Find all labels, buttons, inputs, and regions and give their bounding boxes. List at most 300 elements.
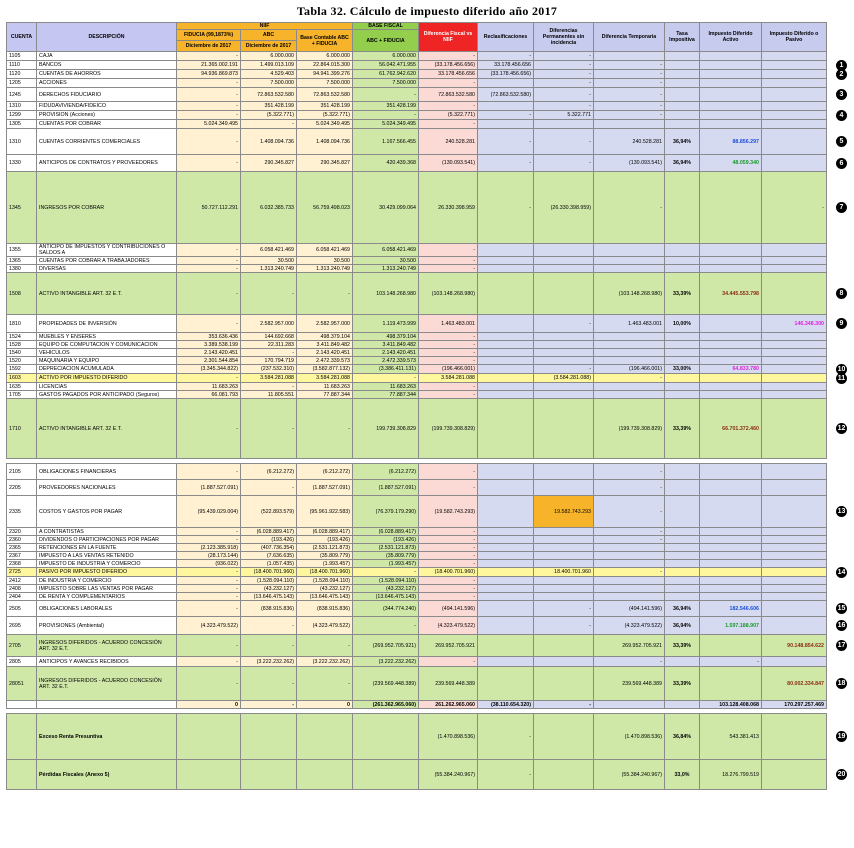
cell-base-fiscal <box>353 760 419 790</box>
cell-tasa <box>665 577 700 585</box>
cell-fiducia: - <box>177 593 241 601</box>
cell-diferencias-permanentes: - <box>534 52 594 61</box>
cell-descripcion: ACCIONES <box>37 79 177 88</box>
cell-diferencias-permanentes: (3.584.281.088) <box>534 374 594 383</box>
cell-diferencia-temporaria: 239.569.448.389 <box>594 667 665 701</box>
cell-diferencia-temporaria <box>594 357 665 365</box>
header-niif: NIIF <box>177 23 353 30</box>
cell-reclasificaciones <box>478 349 534 357</box>
cell-base-fiscal: 11.683.263 <box>353 383 419 391</box>
cell-descripcion: ACTIVO INTANGIBLE ART. 32 E.T. <box>37 399 177 459</box>
cell-fiducia: (95.439.029.004) <box>177 496 241 528</box>
cell-reclasificaciones <box>478 585 534 593</box>
cell-fiducia: - <box>177 273 241 315</box>
cell-diferencias-permanentes <box>534 257 594 265</box>
cell-abc: (7.636.635) <box>241 552 297 560</box>
cell-impuesto-activo <box>700 528 762 536</box>
cell-impuesto-pasivo <box>762 760 827 790</box>
table-row <box>7 70 827 79</box>
header-tasa: Tasa Impositiva <box>665 23 700 52</box>
cell-reclasificaciones <box>478 480 534 496</box>
cell-reclasificaciones <box>478 374 534 383</box>
row-marker-1: 1 <box>836 60 847 71</box>
cell-base-contable: 351.428.199 <box>297 102 353 111</box>
cell-tasa <box>665 593 700 601</box>
cell-tasa <box>665 120 700 129</box>
cell-cuenta: 1635 <box>7 383 37 391</box>
cell-descripcion: DE INDUSTRIA Y COMERCIO <box>37 577 177 585</box>
cell-tasa <box>665 536 700 544</box>
cell-reclasificaciones <box>478 577 534 585</box>
cell-base-fiscal: (13.646.475.143) <box>353 593 419 601</box>
cell-base-contable: (1.887.527.091) <box>297 480 353 496</box>
cell-reclasificaciones <box>478 568 534 577</box>
table-row <box>7 102 827 111</box>
cell-base-contable: (1.993.457) <box>297 560 353 568</box>
cell-base-contable: (13.646.475.143) <box>297 593 353 601</box>
cell-tasa <box>665 88 700 102</box>
cell-impuesto-pasivo <box>762 601 827 617</box>
cell-descripcion: CUENTAS DE AHORROS <box>37 70 177 79</box>
cell-diferencias-permanentes <box>534 464 594 480</box>
cell-cuenta: 2367 <box>7 552 37 560</box>
cell-reclasificaciones <box>478 79 534 88</box>
cell-diferencias-permanentes <box>534 120 594 129</box>
cell-impuesto-pasivo: 170.297.257.469 <box>762 701 827 709</box>
cell-tasa: 36,94% <box>665 601 700 617</box>
cell-diferencia-fiscal: (130.093.541) <box>419 155 478 172</box>
cell-reclasificaciones <box>478 244 534 257</box>
cell-base-fiscal: 498.379.104 <box>353 333 419 341</box>
cell-fiducia: - <box>177 464 241 480</box>
cell-impuesto-activo: 88.856.297 <box>700 129 762 155</box>
cell-abc: - <box>241 701 297 709</box>
cell-diferencia-fiscal: (4.323.479.522) <box>419 617 478 635</box>
cell-diferencias-permanentes <box>534 593 594 601</box>
cell-tasa <box>665 585 700 593</box>
cell-descripcion: EQUIPO DE COMPUTACION Y COMUNICACION <box>37 341 177 349</box>
cell-cuenta: 1345 <box>7 172 37 244</box>
cell-tasa <box>665 383 700 391</box>
cell-reclasificaciones <box>478 635 534 657</box>
cell-impuesto-activo <box>700 244 762 257</box>
cell-impuesto-activo: 48.059.340 <box>700 155 762 172</box>
cell-diferencias-permanentes: 19.582.743.293 <box>534 496 594 528</box>
table-row <box>7 657 827 667</box>
header-fiducia: FIDUCIA (99,1873%) <box>177 30 241 41</box>
cell-cuenta: 2404 <box>7 593 37 601</box>
table-row <box>7 265 827 273</box>
cell-diferencia-fiscal: - <box>419 480 478 496</box>
cell-descripcion: GASTOS PAGADOS POR ANTICIPADO (Seguros) <box>37 391 177 399</box>
cell-cuenta: 1310 <box>7 102 37 111</box>
cell-base-fiscal <box>353 714 419 760</box>
cell-base-contable: 56.759.498.023 <box>297 172 353 244</box>
cell-base-contable: (3.222.232.262) <box>297 657 353 667</box>
cell-tasa: 33,00% <box>665 365 700 374</box>
cell-base-contable: 2.143.420.451 <box>297 349 353 357</box>
table-row <box>7 61 827 70</box>
cell-diferencias-permanentes: - <box>534 70 594 79</box>
cell-impuesto-pasivo <box>762 52 827 61</box>
cell-base-fiscal: 5.024.349.495 <box>353 120 419 129</box>
cell-diferencias-permanentes: 18.400.701.960 <box>534 568 594 577</box>
cell-impuesto-activo <box>700 667 762 701</box>
cell-impuesto-activo <box>700 333 762 341</box>
cell-fiducia: 0 <box>177 701 241 709</box>
cell-base-fiscal: (1.887.527.091) <box>353 480 419 496</box>
cell-diferencia-fiscal: - <box>419 560 478 568</box>
cell-tasa: 36,84% <box>665 714 700 760</box>
cell-impuesto-activo <box>700 536 762 544</box>
cell-impuesto-activo <box>700 544 762 552</box>
cell-diferencia-temporaria <box>594 244 665 257</box>
cell-diferencia-temporaria <box>594 552 665 560</box>
cell-abc: (18.400.701.960) <box>241 568 297 577</box>
cell-reclasificaciones <box>478 496 534 528</box>
cell-impuesto-pasivo <box>762 333 827 341</box>
cell-impuesto-pasivo: - <box>762 172 827 244</box>
cell-fiducia: - <box>177 536 241 544</box>
cell-fiducia: 66.081.793 <box>177 391 241 399</box>
cell-diferencia-fiscal: (19.582.743.293) <box>419 496 478 528</box>
cell-descripcion: INGRESOS DIFERIDOS - ACUERDO CONCESIÓN ART. 32 E.T. <box>37 635 177 657</box>
cell-diferencia-fiscal: 269.952.705.921 <box>419 635 478 657</box>
cell-abc: (1.057.435) <box>241 560 297 568</box>
cell-impuesto-activo: 103.128.408.068 <box>700 701 762 709</box>
cell-reclasificaciones <box>478 399 534 459</box>
cell-diferencia-fiscal: - <box>419 79 478 88</box>
table-row <box>7 111 827 120</box>
cell-tasa <box>665 172 700 244</box>
cell-cuenta: 1299 <box>7 111 37 120</box>
row-marker-10: 10 <box>837 365 846 373</box>
cell-abc: (13.646.475.143) <box>241 593 297 601</box>
cell-diferencia-fiscal: (55.384.240.967) <box>419 760 478 790</box>
table-row <box>7 635 827 657</box>
cell-base-fiscal: 30.429.099.064 <box>353 172 419 244</box>
cell-tasa <box>665 391 700 399</box>
cell-diferencia-fiscal: (103.148.268.980) <box>419 273 478 315</box>
cell-abc: (6.028.889.417) <box>241 528 297 536</box>
cell-cuenta <box>7 714 37 760</box>
cell-abc: 72.863.532.580 <box>241 88 297 102</box>
cell-diferencia-fiscal: - <box>419 657 478 667</box>
cell-diferencia-fiscal: (199.739.308.829) <box>419 399 478 459</box>
cell-reclasificaciones: - <box>478 760 534 790</box>
cell-reclasificaciones: (72.863.532.580) <box>478 88 534 102</box>
cell-descripcion: ACTIVO POR IMPUESTO DIFERIDO <box>37 374 177 383</box>
cell-base-fiscal: 199.739.308.829 <box>353 399 419 459</box>
cell-tasa <box>665 265 700 273</box>
cell-fiducia: - <box>177 528 241 536</box>
cell-impuesto-activo <box>700 374 762 383</box>
cell-base-fiscal: 3.411.849.482 <box>353 341 419 349</box>
cell-impuesto-pasivo <box>762 357 827 365</box>
cell-descripcion: PASIVO POR IMPUESTO DIFERIDO <box>37 568 177 577</box>
header-impuesto-pasivo: Impuesto Diferido o Pasivo <box>762 23 827 52</box>
cell-impuesto-activo <box>700 102 762 111</box>
cell-base-contable: (43.232.127) <box>297 585 353 593</box>
table-title: Tabla 32. Cálculo de impuesto diferido año 2017 <box>296 4 558 18</box>
cell-diferencia-fiscal: 1.463.483.001 <box>419 315 478 333</box>
cell-diferencia-temporaria: - <box>594 464 665 480</box>
cell-impuesto-pasivo <box>762 617 827 635</box>
cell-base-contable: (1.528.094.110) <box>297 577 353 585</box>
table-row <box>7 496 827 528</box>
cell-impuesto-activo: 18.276.799.519 <box>700 760 762 790</box>
cell-base-fiscal: 351.428.199 <box>353 102 419 111</box>
cell-fiducia: - <box>177 667 241 701</box>
cell-impuesto-pasivo <box>762 480 827 496</box>
cell-diferencias-permanentes <box>534 383 594 391</box>
cell-descripcion: A CONTRATISTAS <box>37 528 177 536</box>
cell-tasa: 36,94% <box>665 129 700 155</box>
cell-diferencia-fiscal: - <box>419 265 478 273</box>
cell-base-contable: 0 <box>297 701 353 709</box>
table-row <box>7 601 827 617</box>
cell-base-contable <box>297 714 353 760</box>
cell-abc: (522.893.579) <box>241 496 297 528</box>
cell-base-contable: 2.582.957.000 <box>297 315 353 333</box>
cell-fiducia: - <box>177 315 241 333</box>
table-row <box>7 273 827 315</box>
cell-tasa <box>665 341 700 349</box>
cell-base-contable: 22.864.015.300 <box>297 61 353 70</box>
cell-abc: (1.528.094.110) <box>241 577 297 585</box>
cell-impuesto-activo <box>700 480 762 496</box>
cell-fiducia: 353.636.436 <box>177 333 241 341</box>
cell-diferencias-permanentes <box>534 544 594 552</box>
cell-diferencias-permanentes <box>534 714 594 760</box>
cell-abc: (193.426) <box>241 536 297 544</box>
table-row <box>7 52 827 61</box>
table-row <box>7 365 827 374</box>
cell-diferencias-permanentes: 5.322.771 <box>534 111 594 120</box>
cell-reclasificaciones <box>478 333 534 341</box>
cell-impuesto-pasivo: 90.148.854.622 <box>762 635 827 657</box>
cell-diferencia-temporaria: - <box>594 496 665 528</box>
cell-cuenta: 1310 <box>7 129 37 155</box>
cell-impuesto-pasivo <box>762 129 827 155</box>
cell-tasa <box>665 349 700 357</box>
cell-base-contable: (6.212.272) <box>297 464 353 480</box>
cell-base-fiscal: (76.379.179.290) <box>353 496 419 528</box>
cell-abc: 4.529.403 <box>241 70 297 79</box>
cell-fiducia: - <box>177 79 241 88</box>
totals-row <box>7 701 827 709</box>
cell-abc: - <box>241 273 297 315</box>
cell-descripcion: Pérdidas Fiscales (Anexo 5) <box>37 760 177 790</box>
cell-diferencia-temporaria <box>594 701 665 709</box>
cell-diferencias-permanentes <box>534 585 594 593</box>
cell-fiducia: - <box>177 657 241 667</box>
cell-tasa <box>665 70 700 79</box>
cell-base-contable: 290.345.827 <box>297 155 353 172</box>
cell-diferencia-fiscal: - <box>419 357 478 365</box>
cell-base-fiscal: 30.500 <box>353 257 419 265</box>
cell-base-fiscal: 56.042.471.955 <box>353 61 419 70</box>
cell-descripcion: Exceso Renta Presuntiva <box>37 714 177 760</box>
cell-diferencia-temporaria: - <box>594 70 665 79</box>
cell-diferencia-temporaria <box>594 383 665 391</box>
cell-impuesto-pasivo <box>762 568 827 577</box>
cell-diferencia-fiscal: - <box>419 544 478 552</box>
cell-diferencia-temporaria <box>594 560 665 568</box>
cell-cuenta: 2365 <box>7 544 37 552</box>
cell-tasa <box>665 333 700 341</box>
cell-impuesto-activo: 64.833.780 <box>700 365 762 374</box>
header-diferencias-permanentes: Diferencias Permanentes sin incidencia <box>534 23 594 52</box>
cell-reclasificaciones <box>478 120 534 129</box>
cell-base-contable: (4.323.479.522) <box>297 617 353 635</box>
cell-abc: 6.000.000 <box>241 52 297 61</box>
table-row <box>7 257 827 265</box>
cell-base-contable: 7.500.000 <box>297 79 353 88</box>
cell-abc: - <box>241 120 297 129</box>
cell-diferencia-fiscal: (33.178.456.656) <box>419 61 478 70</box>
cell-fiducia: - <box>177 88 241 102</box>
cell-cuenta: 2505 <box>7 601 37 617</box>
cell-base-fiscal: (1.993.457) <box>353 560 419 568</box>
cell-diferencia-fiscal: 33.178.456.656 <box>419 70 478 79</box>
cell-base-fiscal: (43.232.127) <box>353 585 419 593</box>
cell-base-contable: - <box>297 667 353 701</box>
cell-impuesto-pasivo <box>762 244 827 257</box>
cell-impuesto-pasivo <box>762 111 827 120</box>
cell-reclasificaciones <box>478 391 534 399</box>
cell-abc: - <box>241 383 297 391</box>
cell-diferencia-fiscal: - <box>419 593 478 601</box>
cell-diferencias-permanentes <box>534 341 594 349</box>
cell-diferencia-temporaria <box>594 593 665 601</box>
cell-cuenta: 1528 <box>7 341 37 349</box>
cell-diferencias-permanentes <box>534 536 594 544</box>
cell-base-contable: 77.887.344 <box>297 391 353 399</box>
cell-tasa <box>665 357 700 365</box>
cell-abc: (237.532.310) <box>241 365 297 374</box>
cell-base-contable: (18.400.701.960) <box>297 568 353 577</box>
cell-cuenta: 1520 <box>7 357 37 365</box>
cell-descripcion: IMPUESTO DE INDUSTRIA Y COMERCIO <box>37 560 177 568</box>
cell-tasa <box>665 657 700 667</box>
cell-abc: 22.311.283 <box>241 341 297 349</box>
row-marker-14: 14 <box>837 568 846 576</box>
deferred-tax-table <box>6 22 827 790</box>
cell-tasa <box>665 52 700 61</box>
cell-descripcion: OBLIGACIONES FINANCIERAS <box>37 464 177 480</box>
cell-tasa <box>665 528 700 536</box>
cell-impuesto-activo <box>700 585 762 593</box>
cell-abc: - <box>241 399 297 459</box>
row-marker-9: 9 <box>836 318 847 329</box>
cell-diferencia-fiscal: - <box>419 102 478 111</box>
cell-tasa <box>665 701 700 709</box>
header-base-fiscal: BASE FISCAL <box>353 23 419 30</box>
cell-impuesto-pasivo <box>762 374 827 383</box>
cell-cuenta: 1245 <box>7 88 37 102</box>
cell-cuenta: 1603 <box>7 374 37 383</box>
cell-reclasificaciones <box>478 357 534 365</box>
cell-base-contable: (2.531.121.873) <box>297 544 353 552</box>
cell-diferencia-temporaria: (4.323.479.522) <box>594 617 665 635</box>
cell-descripcion: PROVEEDORES NACIONALES <box>37 480 177 496</box>
cell-diferencia-temporaria <box>594 52 665 61</box>
cell-diferencia-temporaria: (494.141.596) <box>594 601 665 617</box>
cell-base-contable: (35.809.779) <box>297 552 353 560</box>
cell-base-contable: (3.582.877.132) <box>297 365 353 374</box>
cell-base-fiscal: 61.762.942.620 <box>353 70 419 79</box>
cell-base-contable: - <box>297 273 353 315</box>
cell-diferencia-fiscal: - <box>419 341 478 349</box>
cell-diferencia-temporaria: - <box>594 528 665 536</box>
cell-diferencia-fiscal: - <box>419 552 478 560</box>
cell-base-fiscal: (6.028.889.417) <box>353 528 419 536</box>
cell-diferencias-permanentes: - <box>534 617 594 635</box>
cell-base-fiscal: - <box>353 88 419 102</box>
header-cuenta: CUENTA <box>7 23 37 52</box>
cell-cuenta: 1810 <box>7 315 37 333</box>
header-abc: ABC <box>241 30 297 41</box>
cell-diferencia-temporaria: - <box>594 102 665 111</box>
row-marker-5: 5 <box>836 136 847 147</box>
cell-impuesto-pasivo <box>762 155 827 172</box>
cell-base-fiscal: - <box>353 111 419 120</box>
table-row <box>7 560 827 568</box>
cell-impuesto-activo: 543.381.413 <box>700 714 762 760</box>
cell-cuenta: 2105 <box>7 464 37 480</box>
cell-impuesto-activo <box>700 315 762 333</box>
cell-fiducia: - <box>177 568 241 577</box>
cell-fiducia: - <box>177 244 241 257</box>
cell-descripcion: CUENTAS POR COBRAR <box>37 120 177 129</box>
cell-diferencias-permanentes: - <box>534 102 594 111</box>
cell-base-fiscal: (3.386.411.131) <box>353 365 419 374</box>
cell-abc: (5.322.771) <box>241 111 297 120</box>
cell-tasa <box>665 111 700 120</box>
cell-impuesto-pasivo <box>762 714 827 760</box>
cell-fiducia: - <box>177 374 241 383</box>
cell-impuesto-pasivo <box>762 88 827 102</box>
cell-diferencia-fiscal: (5.322.771) <box>419 111 478 120</box>
cell-diferencias-permanentes <box>534 244 594 257</box>
cell-impuesto-activo <box>700 349 762 357</box>
cell-reclasificaciones <box>478 273 534 315</box>
row-marker-16: 16 <box>837 622 846 629</box>
cell-base-contable: (6.028.889.417) <box>297 528 353 536</box>
cell-descripcion: PROVISIONES (Ambiental) <box>37 617 177 635</box>
cell-diferencia-temporaria: (1.470.898.536) <box>594 714 665 760</box>
cell-reclasificaciones <box>478 657 534 667</box>
cell-descripcion: ANTICIPOS Y AVANCES RECIBIDOS <box>37 657 177 667</box>
header-diferencia-fiscal: Diferencia Fiscal vs NIIF <box>419 23 478 52</box>
cell-base-fiscal: - <box>353 374 419 383</box>
table-row <box>7 341 827 349</box>
cell-impuesto-pasivo <box>762 120 827 129</box>
cell-tasa <box>665 102 700 111</box>
cell-cuenta: 1105 <box>7 52 37 61</box>
cell-cuenta: 1330 <box>7 155 37 172</box>
cell-diferencia-fiscal: - <box>419 536 478 544</box>
cell-base-contable: 94.941.399.276 <box>297 70 353 79</box>
row-marker-11: 11 <box>837 374 846 382</box>
table-row <box>7 528 827 536</box>
cell-impuesto-activo <box>700 52 762 61</box>
cell-reclasificaciones <box>478 593 534 601</box>
cell-base-contable: 11.683.263 <box>297 383 353 391</box>
cell-diferencia-fiscal: - <box>419 464 478 480</box>
cell-impuesto-pasivo <box>762 391 827 399</box>
